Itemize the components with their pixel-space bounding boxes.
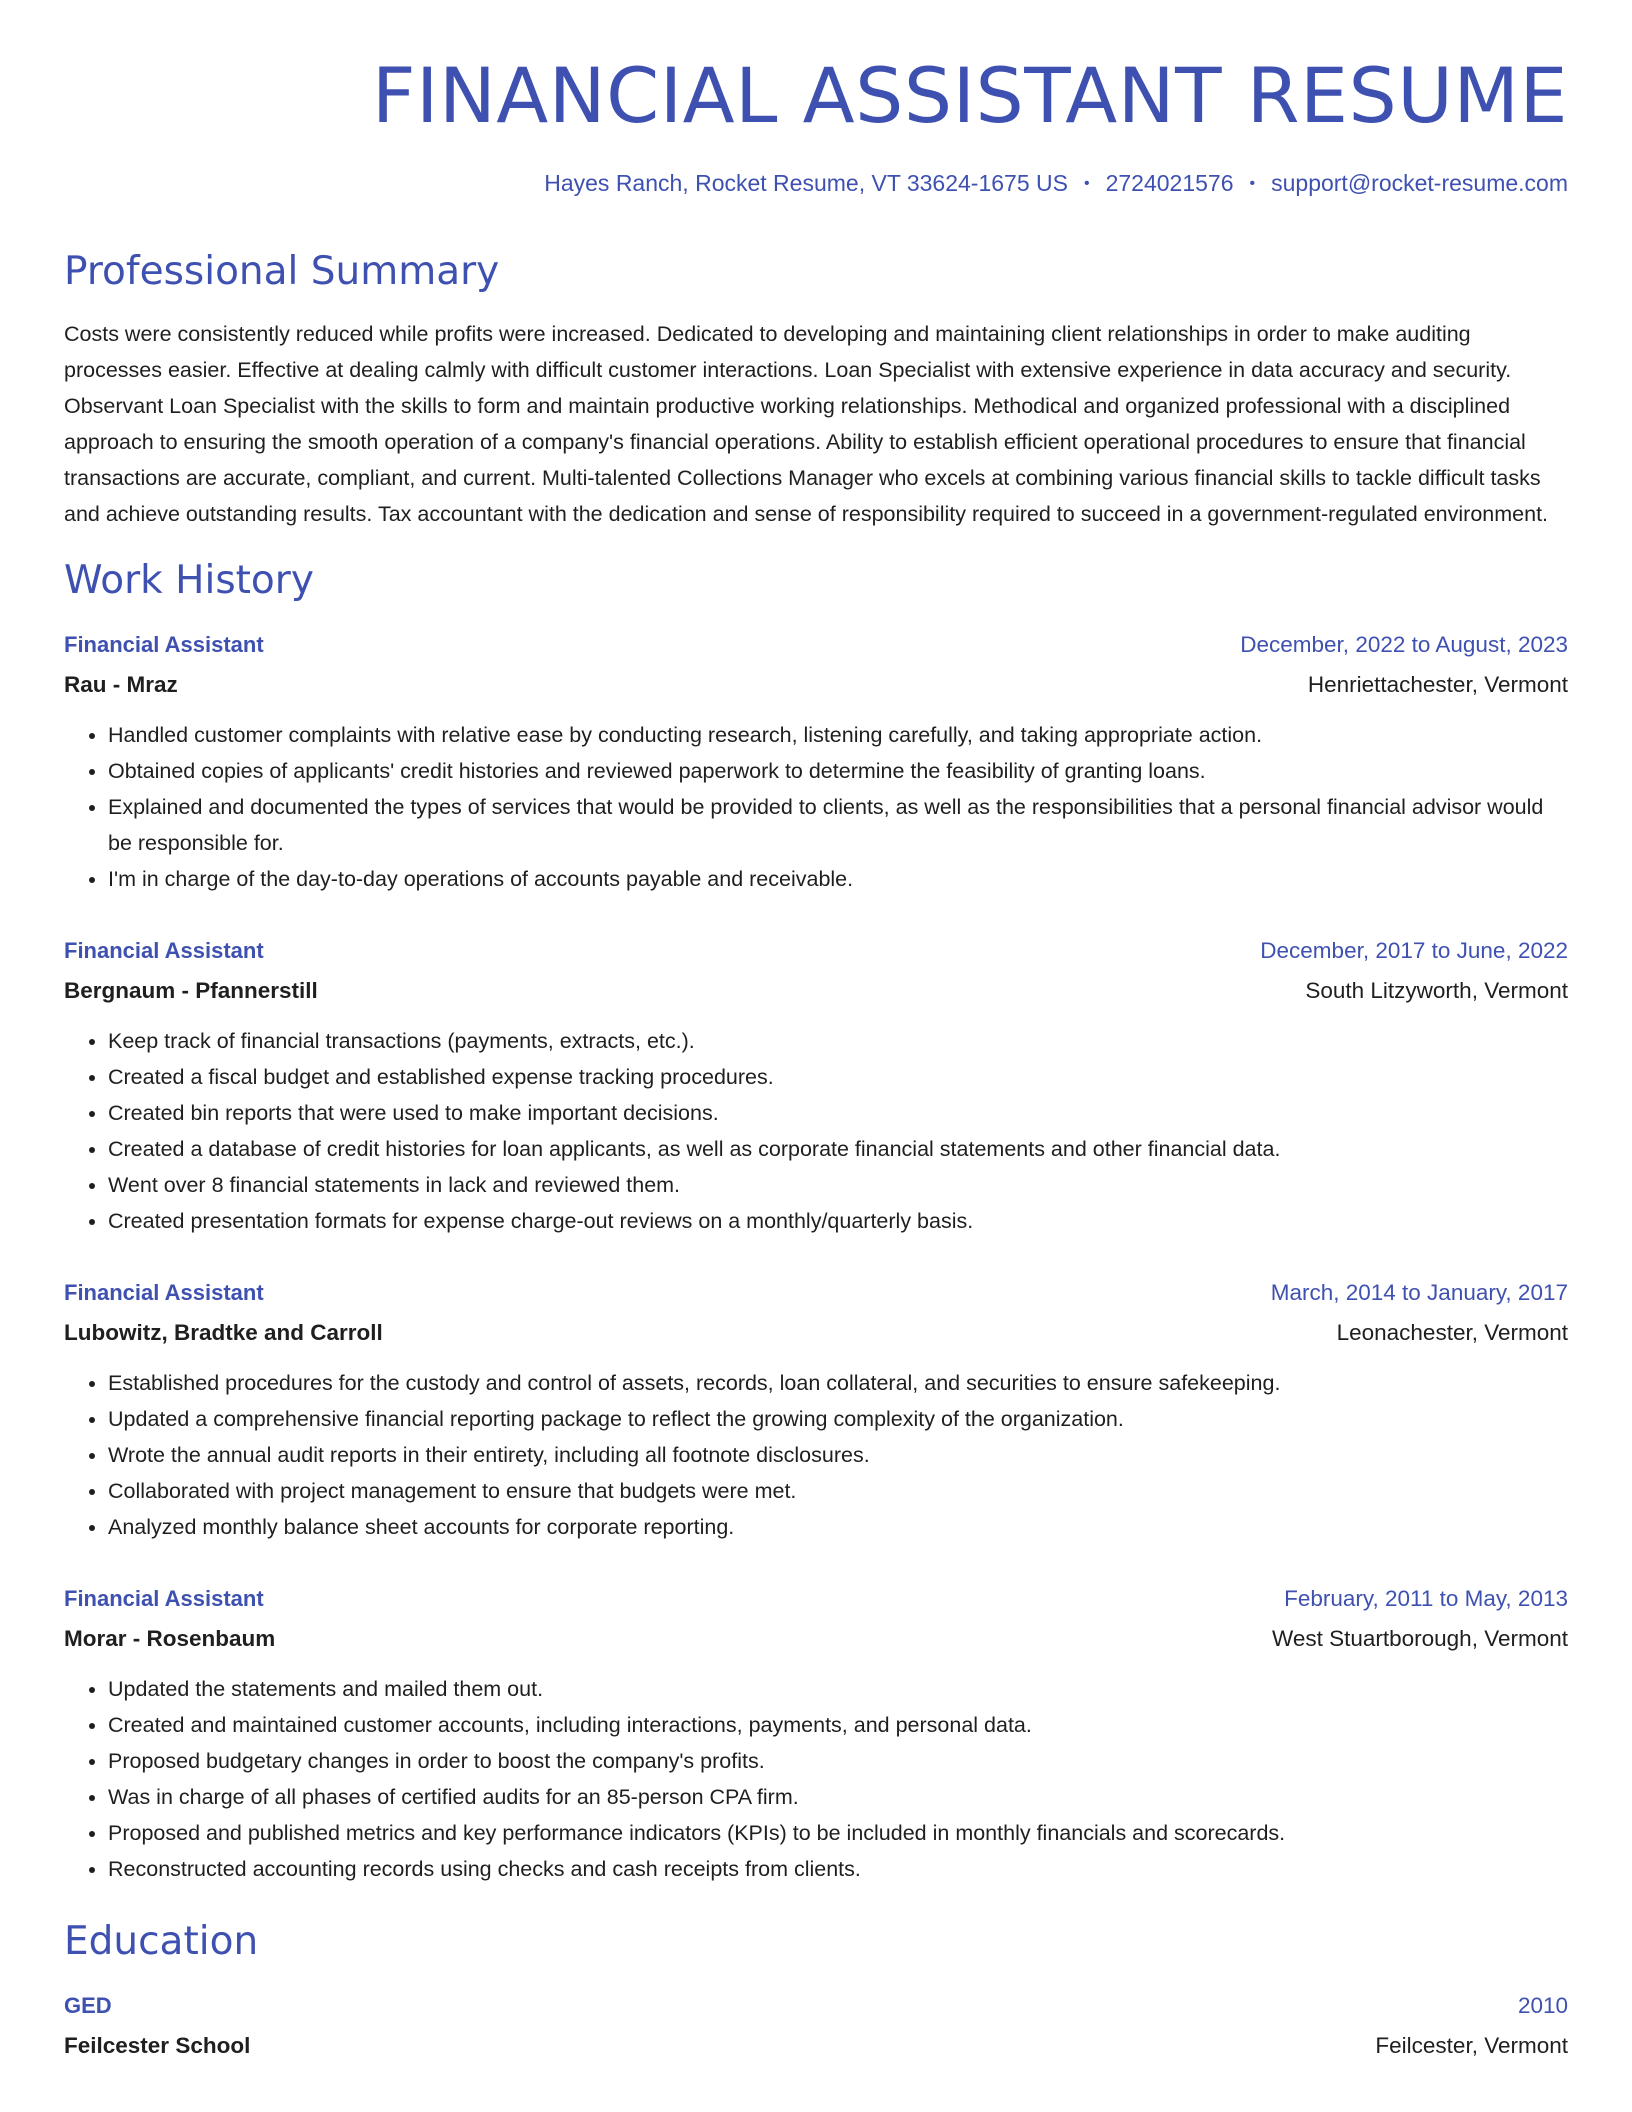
section-title-education: Education bbox=[64, 1918, 259, 1964]
job-entry bbox=[64, 1273, 1568, 1545]
job-title: Financial Assistant bbox=[64, 937, 264, 963]
list-item: • Keep track of financial transactions (payments, extracts, etc.). bbox=[108, 1023, 1568, 1059]
job-dates: December, 2017 to June, 2022 bbox=[1260, 937, 1568, 963]
page-title: FINANCIAL ASSISTANT RESUME bbox=[371, 51, 1568, 140]
list-item: • Updated the statements and mailed them out. bbox=[108, 1671, 1568, 1707]
job-entry bbox=[64, 931, 1568, 1239]
list-item: • Obtained copies of applicants' credit histories and reviewed paperwork to determine the feasibility of granting loans. bbox=[108, 753, 1568, 789]
education-entry bbox=[64, 1986, 1568, 2066]
contact-email: support@rocket-resume.com bbox=[1271, 170, 1568, 197]
job-company: Bergnaum - Pfannerstill bbox=[64, 977, 318, 1003]
contact-line bbox=[64, 169, 1568, 199]
job-bullets bbox=[64, 1671, 1568, 1887]
job-bullets bbox=[64, 717, 1568, 897]
job-location: Leonachester, Vermont bbox=[1336, 1319, 1568, 1345]
list-item: • Created and maintained customer accounts, including interactions, payments, and personal data. bbox=[108, 1707, 1568, 1743]
job-title: Financial Assistant bbox=[64, 1585, 264, 1611]
job-company: Lubowitz, Bradtke and Carroll bbox=[64, 1319, 383, 1345]
education-year: 2010 bbox=[1517, 1992, 1568, 2018]
list-item: • Created a fiscal budget and established expense tracking procedures. bbox=[108, 1059, 1568, 1095]
job-dates: March, 2014 to January, 2017 bbox=[1270, 1279, 1568, 1305]
list-item: • Proposed budgetary changes in order to boost the company's profits. bbox=[108, 1743, 1568, 1779]
job-entry bbox=[64, 1579, 1568, 1887]
list-item: • Created presentation formats for expense charge-out reviews on a monthly/quarterly basis. bbox=[108, 1203, 1568, 1239]
list-item: • Analyzed monthly balance sheet accounts for corporate reporting. bbox=[108, 1509, 1568, 1545]
education-school: Feilcester School bbox=[64, 2032, 251, 2058]
list-item: • Was in charge of all phases of certified audits for an 85-person CPA firm. bbox=[108, 1779, 1568, 1815]
job-dates: December, 2022 to August, 2023 bbox=[1240, 631, 1568, 657]
job-bullets bbox=[64, 1365, 1568, 1545]
bullet-separator: • bbox=[1083, 175, 1090, 193]
resume-page bbox=[64, 52, 1568, 2066]
job-title: Financial Assistant bbox=[64, 1279, 264, 1305]
job-location: Henriettachester, Vermont bbox=[1307, 671, 1568, 697]
list-item: • Explained and documented the types of services that would be provided to clients, as well as the responsibilities that a personal financial advisor would be responsible for. bbox=[108, 789, 1568, 861]
education-location: Feilcester, Vermont bbox=[1375, 2032, 1568, 2058]
list-item: • Went over 8 financial statements in lack and reviewed them. bbox=[108, 1167, 1568, 1203]
list-item: • Created a database of credit histories for loan applicants, as well as corporate financial statements and other financial data. bbox=[108, 1131, 1568, 1167]
job-location: West Stuartborough, Vermont bbox=[1272, 1625, 1568, 1651]
list-item: • I'm in charge of the day-to-day operations of accounts payable and receivable. bbox=[108, 861, 1568, 897]
job-dates: February, 2011 to May, 2013 bbox=[1284, 1585, 1568, 1611]
contact-address: Hayes Ranch, Rocket Resume, VT 33624-1675 US bbox=[544, 170, 1068, 197]
list-item: • Established procedures for the custody and control of assets, records, loan collateral, and securities to ensure safekeeping. bbox=[108, 1365, 1568, 1401]
job-company: Rau - Mraz bbox=[64, 671, 178, 697]
section-title-work-history: Work History bbox=[64, 558, 314, 604]
list-item: • Collaborated with project management to ensure that budgets were met. bbox=[108, 1473, 1568, 1509]
job-location: South Litzyworth, Vermont bbox=[1305, 977, 1568, 1003]
summary-text: Costs were consistently reduced while profits were increased. Dedicated to developing and maintaining client relationships in order to make auditing processes easier. Effective at dealing calmly with difficult customer interactions. Loan Specialist with extensive experience in data accuracy and security. Observant Loan Specialist with the skills to form and maintain productive working relationships. Methodical and organized professional with a disciplined approach to ensuring the smooth operation of a company's financial operations. Ability to establish efficient operational procedures to ensure that financial transactions are accurate, compliant, and current. Multi-talented Collections Manager who excels at combining various financial skills to tackle difficult tasks and achieve outstanding results. Tax accountant with the dedication and sense of responsibility required to succeed in a government-regulated environment. bbox=[64, 322, 1549, 527]
contact-phone: 2724021576 bbox=[1105, 170, 1234, 197]
job-bullets bbox=[64, 1023, 1568, 1239]
list-item: • Reconstructed accounting records using checks and cash receipts from clients. bbox=[108, 1851, 1568, 1887]
list-item: • Created bin reports that were used to make important decisions. bbox=[108, 1095, 1568, 1131]
job-title: Financial Assistant bbox=[64, 631, 264, 657]
bullet-separator: • bbox=[1249, 175, 1256, 193]
list-item: • Updated a comprehensive financial reporting package to reflect the growing complexity of the organization. bbox=[108, 1401, 1568, 1437]
list-item: • Proposed and published metrics and key performance indicators (KPIs) to be included in monthly financials and scorecards. bbox=[108, 1815, 1568, 1851]
job-entry bbox=[64, 625, 1568, 897]
job-company: Morar - Rosenbaum bbox=[64, 1625, 276, 1651]
education-degree: GED bbox=[64, 1992, 112, 2018]
list-item: • Handled customer complaints with relative ease by conducting research, listening carefully, and taking appropriate action. bbox=[108, 717, 1568, 753]
section-title-summary: Professional Summary bbox=[64, 249, 500, 295]
list-item: • Wrote the annual audit reports in their entirety, including all footnote disclosures. bbox=[108, 1437, 1568, 1473]
